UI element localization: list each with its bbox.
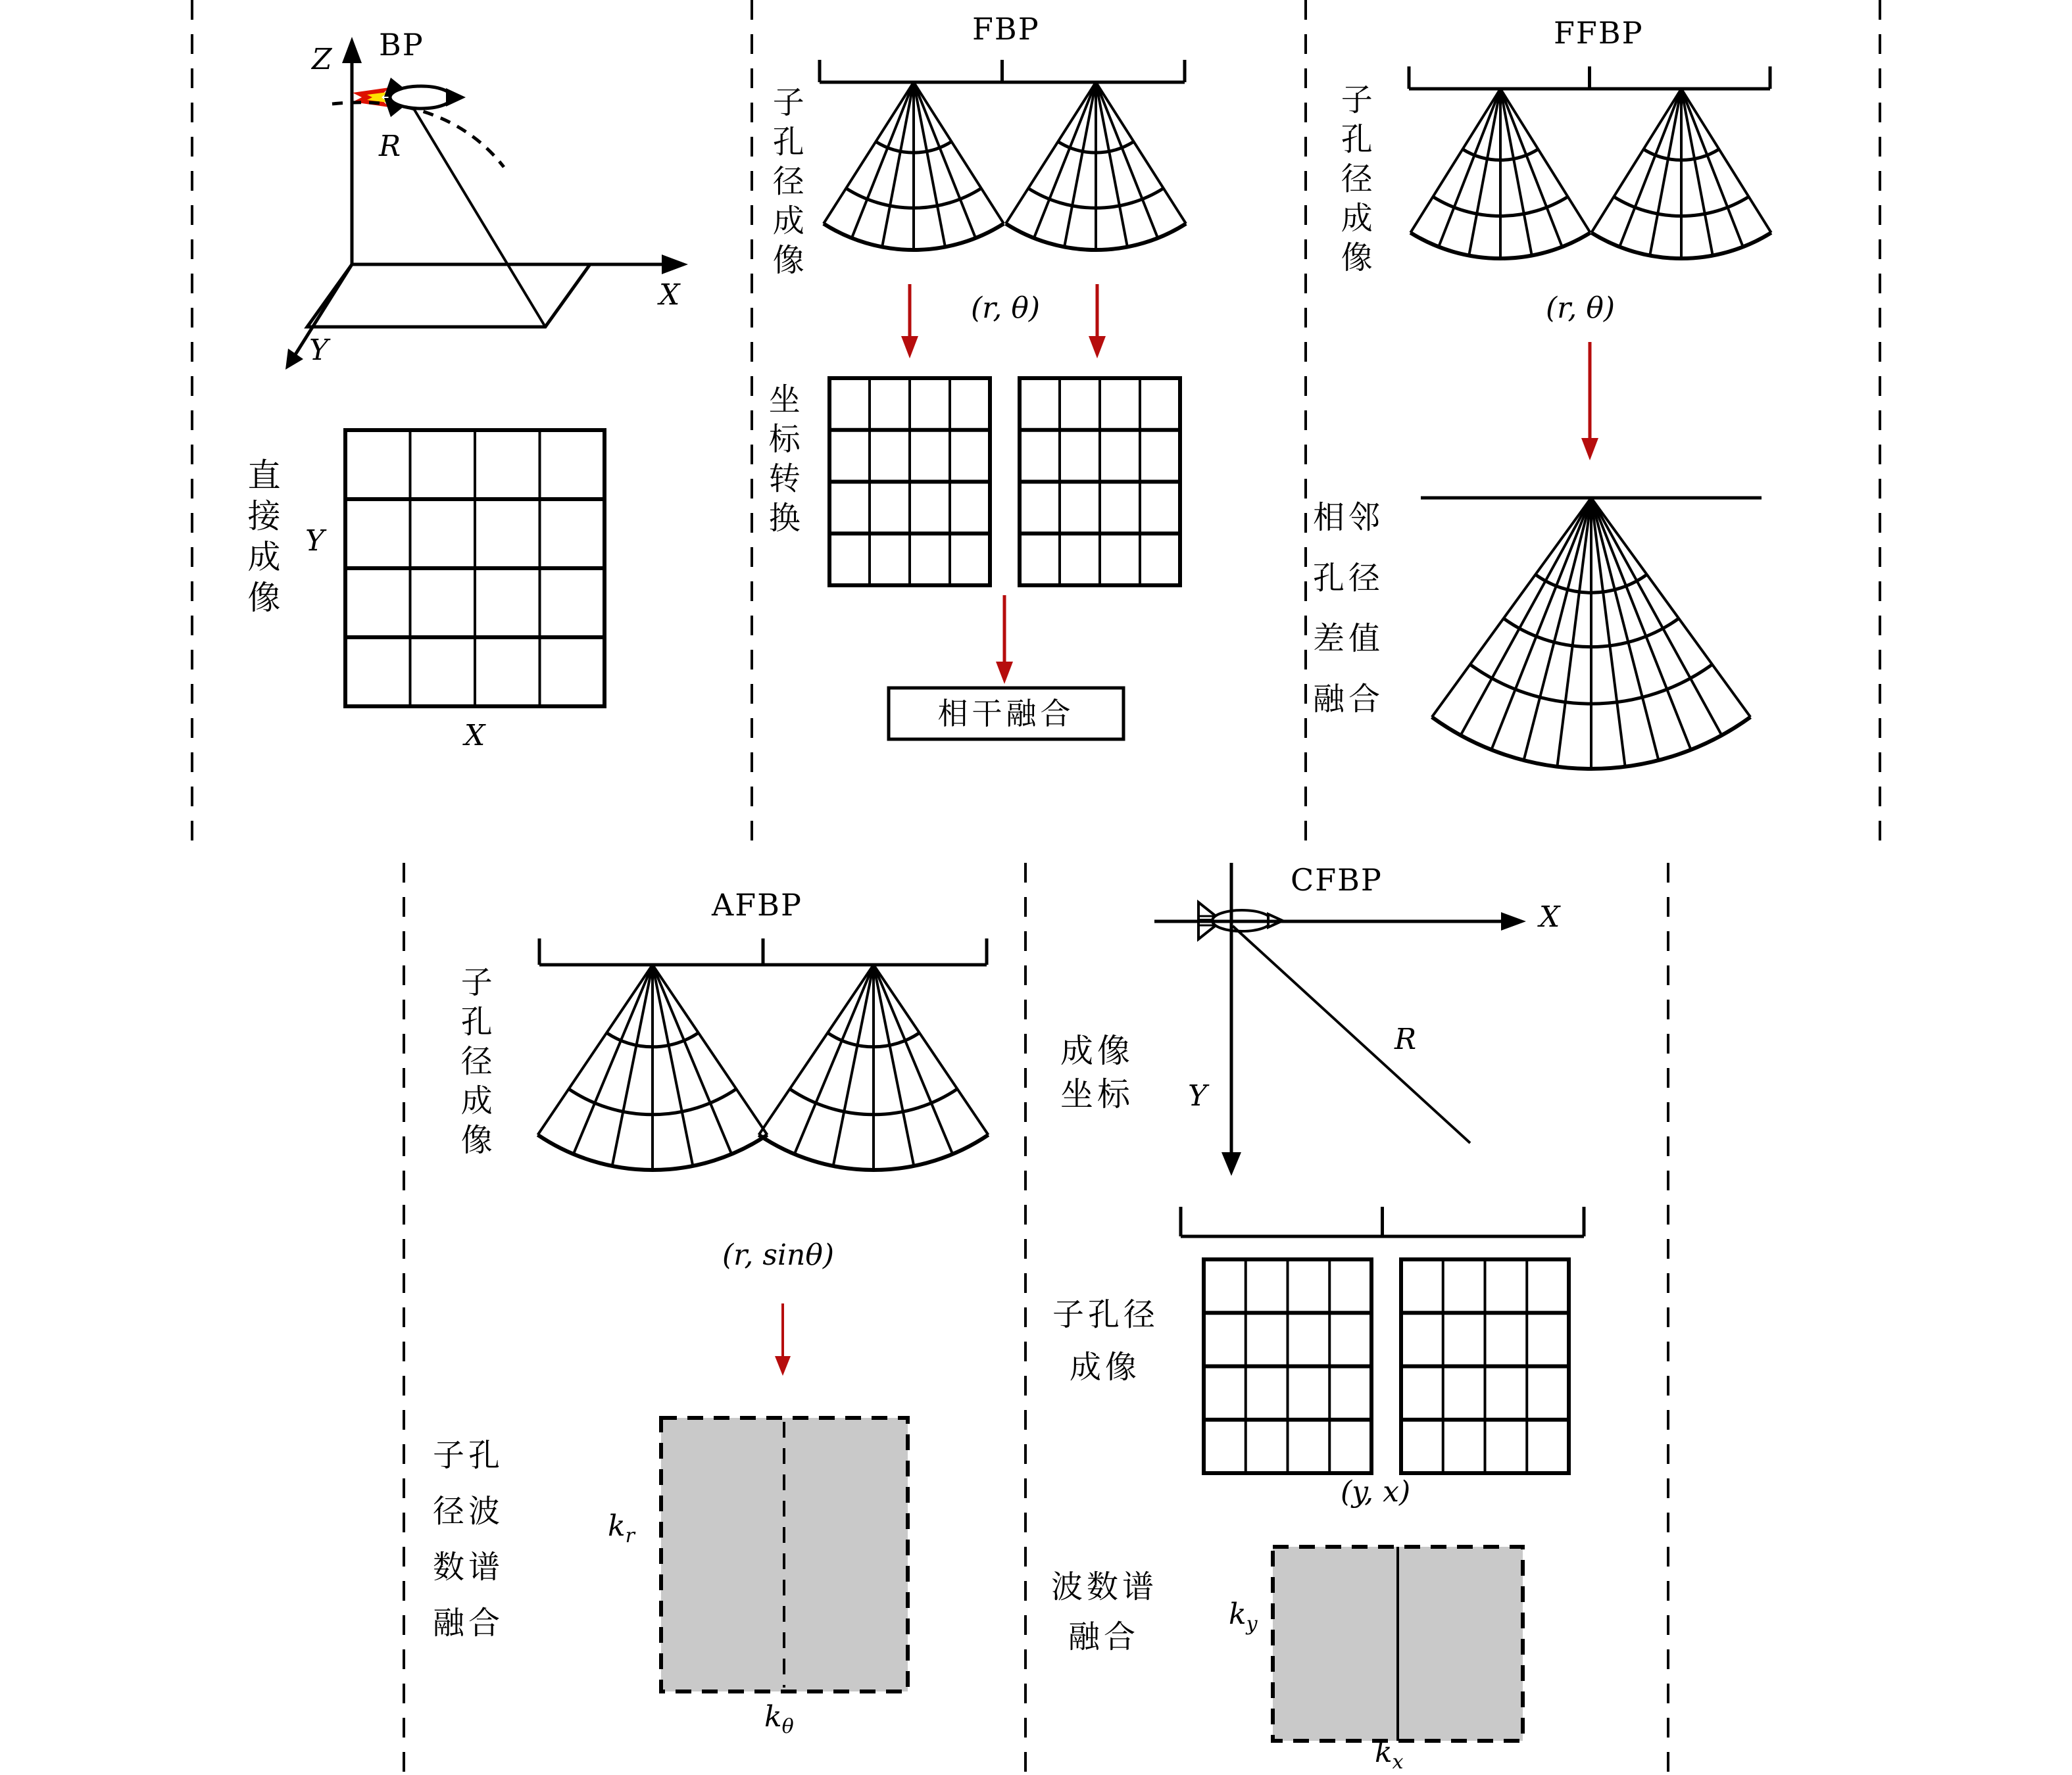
ktheta-base: k <box>764 1700 782 1734</box>
fbp-fusion-box-label: 相干融合 <box>937 695 1075 731</box>
ktheta-sub: θ <box>781 1714 794 1738</box>
cfbp-coords-label: (y, x) <box>1341 1475 1411 1509</box>
ffbp-coords-label: (r, θ) <box>1546 291 1615 325</box>
afbp-subaperture-fans <box>538 965 989 1170</box>
ky-sub: y <box>1246 1612 1258 1636</box>
ffbp-subaperture-fans <box>1410 89 1771 258</box>
bp-y-axis-label: Y <box>309 333 329 367</box>
bp-axes <box>285 37 688 370</box>
bp-grid-y-label: Y <box>305 524 325 558</box>
cfbp-kx-label <box>1375 1736 1404 1774</box>
afbp-subaperture-label: 子孔径成像 <box>455 965 493 1163</box>
bp-aircraft-icon <box>353 78 466 117</box>
ffbp-fusion-label-row: 孔径 <box>1313 560 1385 596</box>
bp-ground-plane <box>307 264 590 327</box>
ffbp-aperture-bracket <box>1409 66 1770 89</box>
fbp-panel-drawing <box>820 60 1186 739</box>
fbp-fusion-arrow <box>996 595 1013 684</box>
bp-image-grid <box>345 430 604 706</box>
afbp-fusion-label-row: 融合 <box>433 1605 505 1641</box>
afbp-fusion-label-row: 子孔 <box>433 1437 505 1474</box>
kx-sub: x <box>1392 1750 1404 1774</box>
bp-x-axis-label: X <box>659 278 680 312</box>
fbp-subaperture-label: 子孔径成像 <box>767 85 804 283</box>
ffbp-fusion-label-row: 差值 <box>1313 620 1385 657</box>
cfbp-axes <box>1154 863 1526 1176</box>
cfbp-range-label: R <box>1394 1023 1417 1056</box>
bp-title: BP <box>379 27 424 62</box>
cfbp-subaperture-row: 成像 <box>1070 1349 1141 1386</box>
afbp-fusion-label-row: 数谱 <box>433 1549 505 1586</box>
fbp-converted-grids <box>829 378 1180 585</box>
bp-grid-x-label: X <box>464 719 485 752</box>
ffbp-subaperture-label: 子孔径成像 <box>1335 83 1373 280</box>
cfbp-title: CFBP <box>1291 862 1383 898</box>
cfbp-ky-label <box>1229 1598 1258 1636</box>
kr-base: k <box>608 1509 626 1543</box>
cfbp-y-axis-label: Y <box>1188 1079 1208 1113</box>
afbp-wavenumber-spectrum-rect <box>661 1418 908 1691</box>
ffbp-merged-fan <box>1421 498 1762 769</box>
afbp-coords-label: (r, sinθ) <box>722 1238 834 1272</box>
cfbp-wavenumber-spectrum-rect <box>1273 1547 1523 1741</box>
cfbp-range-line <box>1233 926 1470 1143</box>
afbp-kr-label <box>608 1510 635 1547</box>
cfbp-x-axis-label: X <box>1539 900 1560 934</box>
cfbp-fusion-label-row: 波数谱 <box>1051 1568 1158 1605</box>
ky-base: k <box>1229 1597 1246 1631</box>
afbp-aperture-bracket <box>539 938 987 965</box>
cfbp-imaging-coord-row: 坐标 <box>1060 1075 1134 1113</box>
ffbp-fusion-label-row: 相邻 <box>1313 499 1385 536</box>
fbp-aperture-bracket <box>820 60 1185 82</box>
kx-base: k <box>1375 1736 1393 1769</box>
fbp-transform-label: 坐标转换 <box>763 383 801 541</box>
fbp-coords-label: (r, θ) <box>971 291 1040 325</box>
cfbp-fusion-label-row: 融合 <box>1068 1618 1140 1655</box>
afbp-title: AFBP <box>712 887 802 923</box>
ffbp-panel-drawing <box>1409 66 1771 769</box>
bp-direct-imaging-label: 直接成像 <box>242 458 281 621</box>
cfbp-aperture-bracket <box>1181 1207 1584 1236</box>
cfbp-subaperture-row: 子孔径 <box>1052 1296 1160 1333</box>
bp-z-axis-label: Z <box>312 43 332 76</box>
kr-sub: r <box>625 1524 635 1547</box>
cfbp-imaging-coord-row: 成像 <box>1060 1032 1134 1070</box>
afbp-panel-drawing <box>538 938 989 1691</box>
bp-flightpath-dashed-arc <box>332 103 504 167</box>
bp-panel-drawing <box>285 37 688 706</box>
afbp-fusion-label-row: 径波 <box>433 1493 505 1530</box>
fbp-title: FBP <box>972 11 1040 47</box>
cfbp-subaperture-grids <box>1204 1259 1569 1473</box>
bp-range-label: R <box>379 130 401 163</box>
ffbp-flow-arrow <box>1581 342 1598 460</box>
afbp-flow-arrow <box>775 1303 791 1376</box>
ffbp-title: FFBP <box>1554 15 1644 51</box>
ffbp-fusion-label-row: 融合 <box>1313 681 1385 717</box>
afbp-ktheta-label <box>764 1701 794 1738</box>
cfbp-panel-drawing <box>1154 863 1584 1741</box>
fbp-subaperture-fans <box>824 82 1186 250</box>
